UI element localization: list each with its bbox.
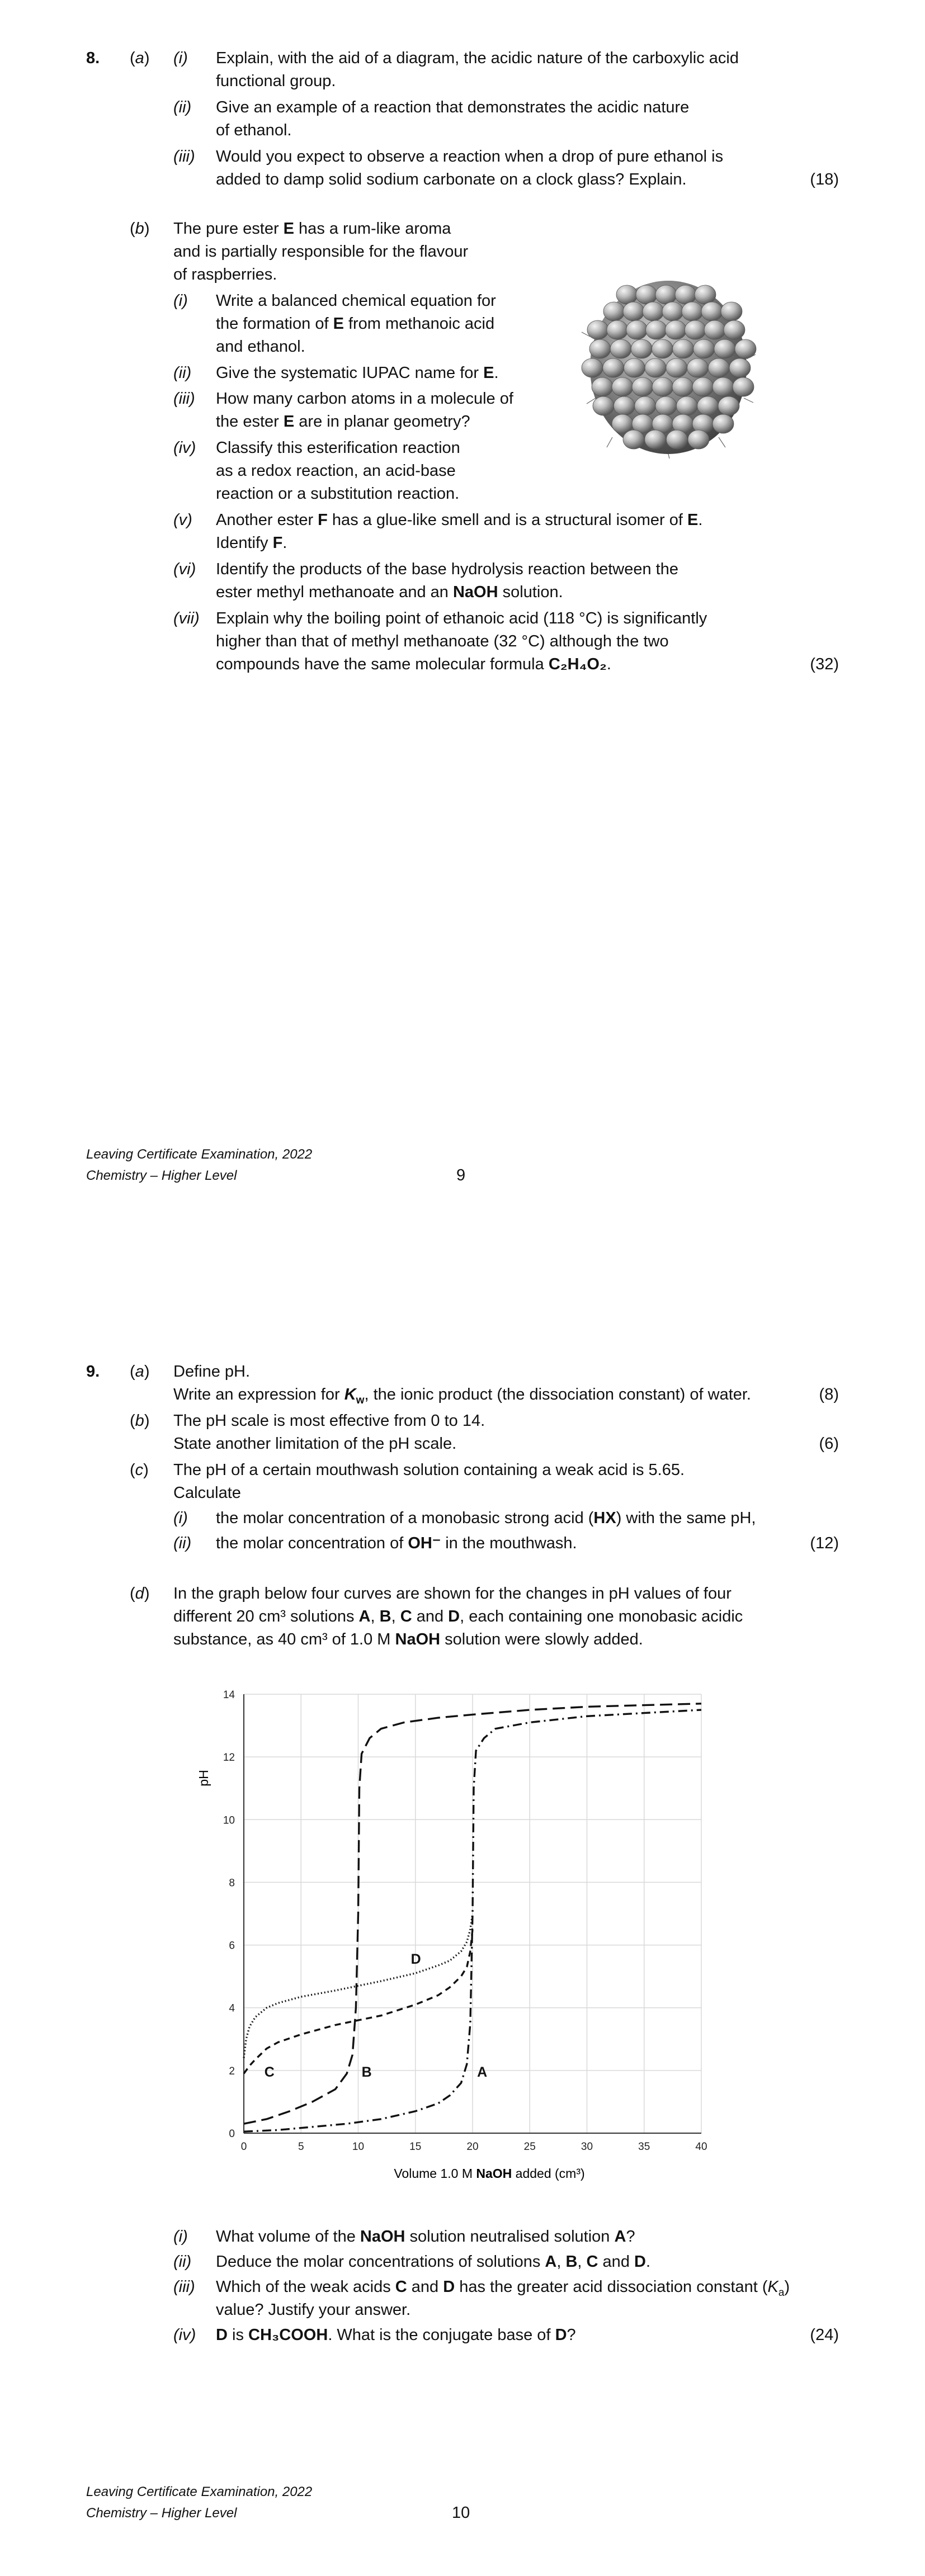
question-text: ester methyl methanoate and an NaOH solution. — [216, 583, 563, 601]
question-number: 9. — [86, 1363, 100, 1381]
question-text: Write an expression for $K_w$, the ionic product (the dissociation constant) of water. — [173, 1386, 751, 1406]
question-text: substance, as 40 cm³ of 1.0 M NaOH solution were slowly added. — [173, 1630, 643, 1648]
question-text: The pure ester E has a rum-like aroma — [173, 220, 451, 238]
drupelet — [666, 430, 687, 449]
footer-subject: Chemistry – Higher Level — [86, 1168, 237, 1183]
drupelet — [708, 358, 729, 377]
drupelet — [635, 396, 656, 415]
y-tick-label: 0 — [229, 2128, 235, 2140]
question-text: and is partially responsible for the flavour — [173, 243, 469, 261]
drupelet — [697, 396, 719, 415]
drupelet — [612, 377, 633, 396]
question-text: Identify F. — [216, 534, 287, 552]
subpart-label: (i) — [173, 2228, 188, 2246]
question-text: compounds have the same molecular formula C₂H₄O₂. — [216, 655, 611, 673]
question-text: Define pH. — [173, 1363, 251, 1381]
question-text: The pH of a certain mouthwash solution containing a weak acid is 5.65. — [173, 1461, 685, 1479]
footer-exam: Leaving Certificate Examination, 2022 — [86, 2484, 313, 2499]
question-text: Give an example of a reaction that demonstrates the acidic nature — [216, 98, 690, 116]
question-number: 8. — [86, 49, 100, 67]
marks: (24) — [810, 2326, 839, 2344]
question-text: higher than that of methyl methanoate (32 °C) although the two — [216, 632, 669, 650]
drupelet — [592, 377, 613, 396]
drupelet — [662, 302, 683, 321]
part-label: (a) — [130, 1363, 150, 1381]
question-text: In the graph below four curves are shown for the changes in pH values of four — [173, 1585, 731, 1603]
drupelet — [610, 339, 631, 358]
drupelet — [613, 396, 635, 415]
drupelet — [589, 339, 611, 358]
drupelet — [631, 339, 652, 358]
subpart-label: (v) — [173, 511, 192, 529]
question-text: What volume of the NaOH solution neutralised solution A? — [216, 2228, 635, 2246]
question-text: D is CH₃COOH. What is the conjugate base of D? — [216, 2326, 576, 2344]
question-text: Deduce the molar concentrations of solutions A, B, C and D. — [216, 2253, 651, 2271]
curve-label-a: A — [477, 2064, 488, 2081]
drupelet — [675, 285, 696, 304]
chart-grid — [244, 1694, 701, 2133]
subpart-label: (vi) — [173, 560, 196, 578]
drupelet — [682, 302, 703, 321]
question-text: added to damp solid sodium carbonate on a clock glass? Explain. — [216, 171, 687, 188]
question-text: State another limitation of the pH scale. — [173, 1435, 457, 1453]
drupelet — [624, 358, 645, 377]
question-text: Identify the products of the base hydrolysis reaction between the — [216, 560, 678, 578]
drupelet — [645, 358, 666, 377]
drupelet — [685, 320, 706, 339]
question-text: How many carbon atoms in a molecule of — [216, 390, 513, 408]
drupelet — [721, 302, 742, 321]
footer-subject: Chemistry – Higher Level — [86, 2506, 237, 2521]
drupelet — [636, 285, 657, 304]
subpart-label: (ii) — [173, 98, 192, 116]
drupelet — [695, 285, 716, 304]
question-text: the ester E are in planar geometry? — [216, 413, 470, 431]
chart-annotations — [265, 1951, 487, 2080]
question-text: Explain why the boiling point of ethanoic acid (118 °C) is significantly — [216, 609, 707, 627]
x-tick-label: 15 — [409, 2141, 422, 2153]
x-tick-label: 40 — [695, 2141, 707, 2153]
subpart-label: (ii) — [173, 1534, 192, 1552]
curve-label-b: B — [361, 2064, 372, 2081]
drupelet — [733, 377, 754, 396]
drupelet — [714, 339, 735, 358]
drupelet — [676, 396, 697, 415]
x-axis-label: Volume 1.0 M NaOH added (cm³) — [394, 2166, 585, 2181]
subpart-label: (iv) — [173, 2326, 196, 2344]
subpart-label: (vii) — [173, 609, 200, 627]
drupelet — [665, 320, 686, 339]
drupelet — [701, 302, 723, 321]
drupelet — [655, 285, 677, 304]
question-text: different 20 cm³ solutions A, B, C and D, each containing one monobasic acidic — [173, 1608, 743, 1625]
drupelet — [712, 377, 734, 396]
part-label: (b) — [130, 220, 150, 238]
question-text: reaction or a substitution reaction. — [216, 485, 460, 503]
drupelet — [623, 302, 644, 321]
marks: (12) — [810, 1534, 839, 1552]
drupelet — [652, 377, 673, 396]
drupelet — [603, 358, 624, 377]
page-number: 9 — [456, 1166, 466, 1184]
subpart-label: (iii) — [173, 390, 195, 408]
part-label: (d) — [130, 1585, 150, 1603]
part-label: (b) — [130, 1412, 150, 1430]
drupelet — [652, 339, 673, 358]
drupelet — [712, 414, 734, 433]
footer-exam: Leaving Certificate Examination, 2022 — [86, 1147, 313, 1162]
x-tick-label: 10 — [352, 2141, 365, 2153]
x-tick-label: 35 — [638, 2141, 650, 2153]
x-tick-label: 25 — [523, 2141, 536, 2153]
question-text: Explain, with the aid of a diagram, the acidic nature of the carboxylic acid — [216, 49, 739, 67]
drupelet — [623, 430, 644, 449]
question-text: the molar concentration of OH⁻ in the mouthwash. — [216, 1534, 577, 1552]
x-tick-label: 0 — [240, 2141, 247, 2153]
question-text: and ethanol. — [216, 338, 305, 356]
drupelet — [616, 285, 638, 304]
drupelet — [593, 396, 614, 415]
question-text: Write a balanced chemical equation for — [216, 292, 496, 310]
drupelet — [687, 358, 709, 377]
question-text: Another ester F has a glue-like smell and is a structural isomer of E. — [216, 511, 703, 529]
drupelet — [718, 396, 739, 415]
question-text: of ethanol. — [216, 121, 292, 139]
y-tick-label: 6 — [229, 1940, 235, 1952]
chart-tick-labels — [223, 1689, 707, 2153]
part-label: (c) — [130, 1461, 149, 1479]
drupelet — [672, 377, 693, 396]
drupelet — [724, 320, 745, 339]
drupelet — [587, 320, 608, 339]
question-text: value? Justify your answer. — [216, 2301, 411, 2319]
drupelet — [655, 396, 677, 415]
page-number: 10 — [452, 2504, 470, 2522]
drupelet — [603, 302, 625, 321]
subpart-label: (iii) — [173, 148, 195, 166]
drupelet — [582, 358, 603, 377]
drupelet — [643, 302, 664, 321]
drupelet — [626, 320, 648, 339]
curve-label-c: C — [264, 2064, 275, 2081]
question-text: Calculate — [173, 1484, 241, 1502]
part-label: (a) — [130, 49, 150, 67]
y-axis-label: pH — [196, 1770, 211, 1786]
marks: (18) — [810, 171, 839, 188]
drupelet — [688, 430, 709, 449]
subpart-label: (ii) — [173, 364, 192, 382]
marks: (8) — [819, 1386, 839, 1403]
drupelet — [646, 320, 667, 339]
question-text: Would you expect to observe a reaction when a drop of pure ethanol is — [216, 148, 724, 166]
subpart-label: (i) — [173, 49, 188, 67]
y-tick-label: 10 — [223, 1814, 235, 1827]
question-text: as a redox reaction, an acid-base — [216, 462, 456, 480]
subpart-label: (ii) — [173, 2253, 192, 2271]
drupelet — [693, 339, 715, 358]
marks: (32) — [810, 655, 839, 673]
drupelet — [645, 430, 666, 449]
y-tick-label: 12 — [223, 1752, 235, 1764]
subpart-label: (i) — [173, 292, 188, 310]
y-tick-label: 2 — [229, 2065, 235, 2077]
drupelet — [729, 358, 751, 377]
drupelet — [632, 377, 653, 396]
drupelet — [692, 377, 714, 396]
y-tick-label: 14 — [223, 1689, 235, 1701]
x-tick-label: 30 — [581, 2141, 593, 2153]
subpart-label: (iii) — [173, 2278, 195, 2296]
raspberry-image — [579, 270, 758, 460]
question-text: of raspberries. — [173, 266, 277, 283]
question-text: Which of the weak acids C and D has the greater acid dissociation constant $(K_a)$ — [216, 2278, 790, 2299]
titration-chart — [190, 1672, 727, 2203]
question-text: The pH scale is most effective from 0 to 14. — [173, 1412, 485, 1430]
question-text: the molar concentration of a monobasic strong acid (HX) with the same pH, — [216, 1509, 756, 1527]
question-text: functional group. — [216, 72, 336, 90]
marks: (6) — [819, 1435, 839, 1453]
drupelet — [704, 320, 725, 339]
question-text: Classify this esterification reaction — [216, 439, 460, 457]
x-tick-label: 5 — [298, 2141, 304, 2153]
question-text: Give the systematic IUPAC name for E. — [216, 364, 499, 382]
y-tick-label: 4 — [229, 2002, 235, 2015]
x-tick-label: 20 — [466, 2141, 479, 2153]
drupelet — [666, 358, 687, 377]
curve-label-d: D — [410, 1951, 421, 1968]
drupelet — [607, 320, 628, 339]
question-text: the formation of E from methanoic acid — [216, 315, 495, 333]
subpart-label: (iv) — [173, 439, 196, 457]
drupelet — [673, 339, 694, 358]
y-tick-label: 8 — [229, 1877, 235, 1889]
subpart-label: (i) — [173, 1509, 188, 1527]
